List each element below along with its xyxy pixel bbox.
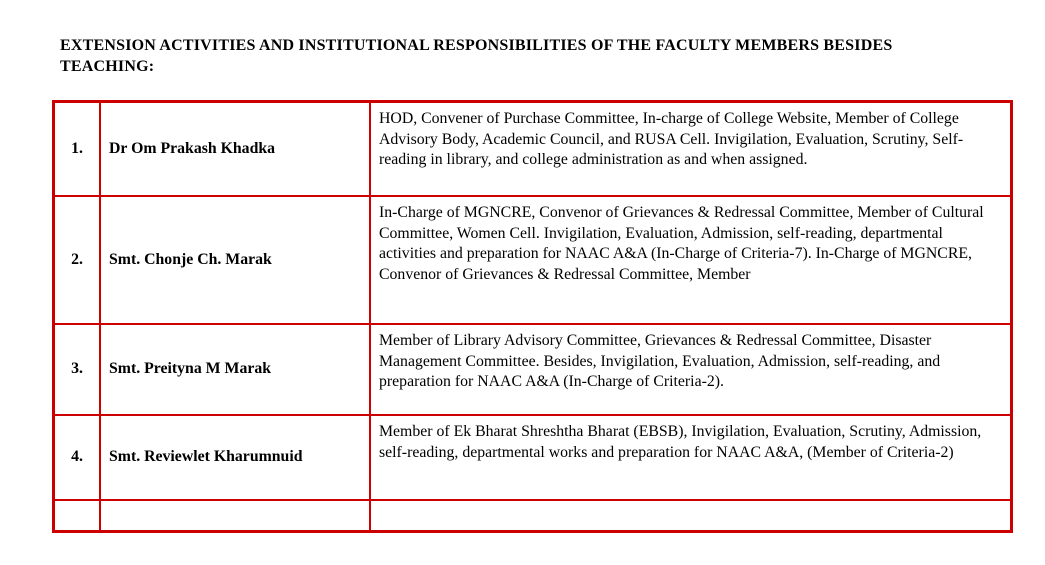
serial-cell: 2.	[54, 196, 101, 324]
table-row-empty	[54, 500, 1012, 532]
faculty-name-cell: Dr Om Prakash Khadka	[100, 102, 370, 197]
serial-cell: 4.	[54, 415, 101, 500]
table-row	[54, 102, 1012, 197]
faculty-name-cell: Smt. Reviewlet Kharumnuid	[100, 415, 370, 500]
faculty-name-cell	[100, 500, 370, 532]
serial-cell: 1.	[54, 102, 101, 197]
responsibilities-cell: In-Charge of MGNCRE, Convenor of Grievances & Redressal Committee, Member of Cultural Committee, Women Cell. Invigilation, Evaluation, Admission, self-reading, departmental activities and preparation for NAAC A&A (In-Charge of Criteria-7). In-Charge of MGNCRE, Convenor of Grievances & Redressal Committee, Member	[370, 196, 1012, 324]
table-row	[54, 415, 1012, 500]
document-heading: EXTENSION ACTIVITIES AND INSTITUTIONAL RESPONSIBILITIES OF THE FACULTY MEMBERS BESIDES TEACHING:	[60, 37, 893, 75]
responsibilities-cell: Member of Library Advisory Committee, Grievances & Redressal Committee, Disaster Management Committee. Besides, Invigilation, Evaluation, Admission, self-reading, and preparation for NAAC A&A (In-Charge of Criteria-2).	[370, 324, 1012, 415]
faculty-name-cell: Smt. Chonje Ch. Marak	[100, 196, 370, 324]
serial-cell	[54, 500, 101, 532]
responsibilities-cell	[370, 500, 1012, 532]
responsibilities-cell: Member of Ek Bharat Shreshtha Bharat (EBSB), Invigilation, Evaluation, Scrutiny, Admission, self-reading, departmental works and preparation for NAAC A&A, (Member of Criteria-2)	[370, 415, 1012, 500]
serial-cell: 3.	[54, 324, 101, 415]
faculty-name-cell: Smt. Preityna M Marak	[100, 324, 370, 415]
table-row	[54, 196, 1012, 324]
responsibilities-cell: HOD, Convener of Purchase Committee, In-charge of College Website, Member of College Advisory Body, Academic Council, and RUSA Cell. Invigilation, Evaluation, Scrutiny, Self-reading in library, and college administration as and when assigned.	[370, 102, 1012, 197]
table-row	[54, 324, 1012, 415]
faculty-responsibilities-table	[52, 100, 1013, 533]
